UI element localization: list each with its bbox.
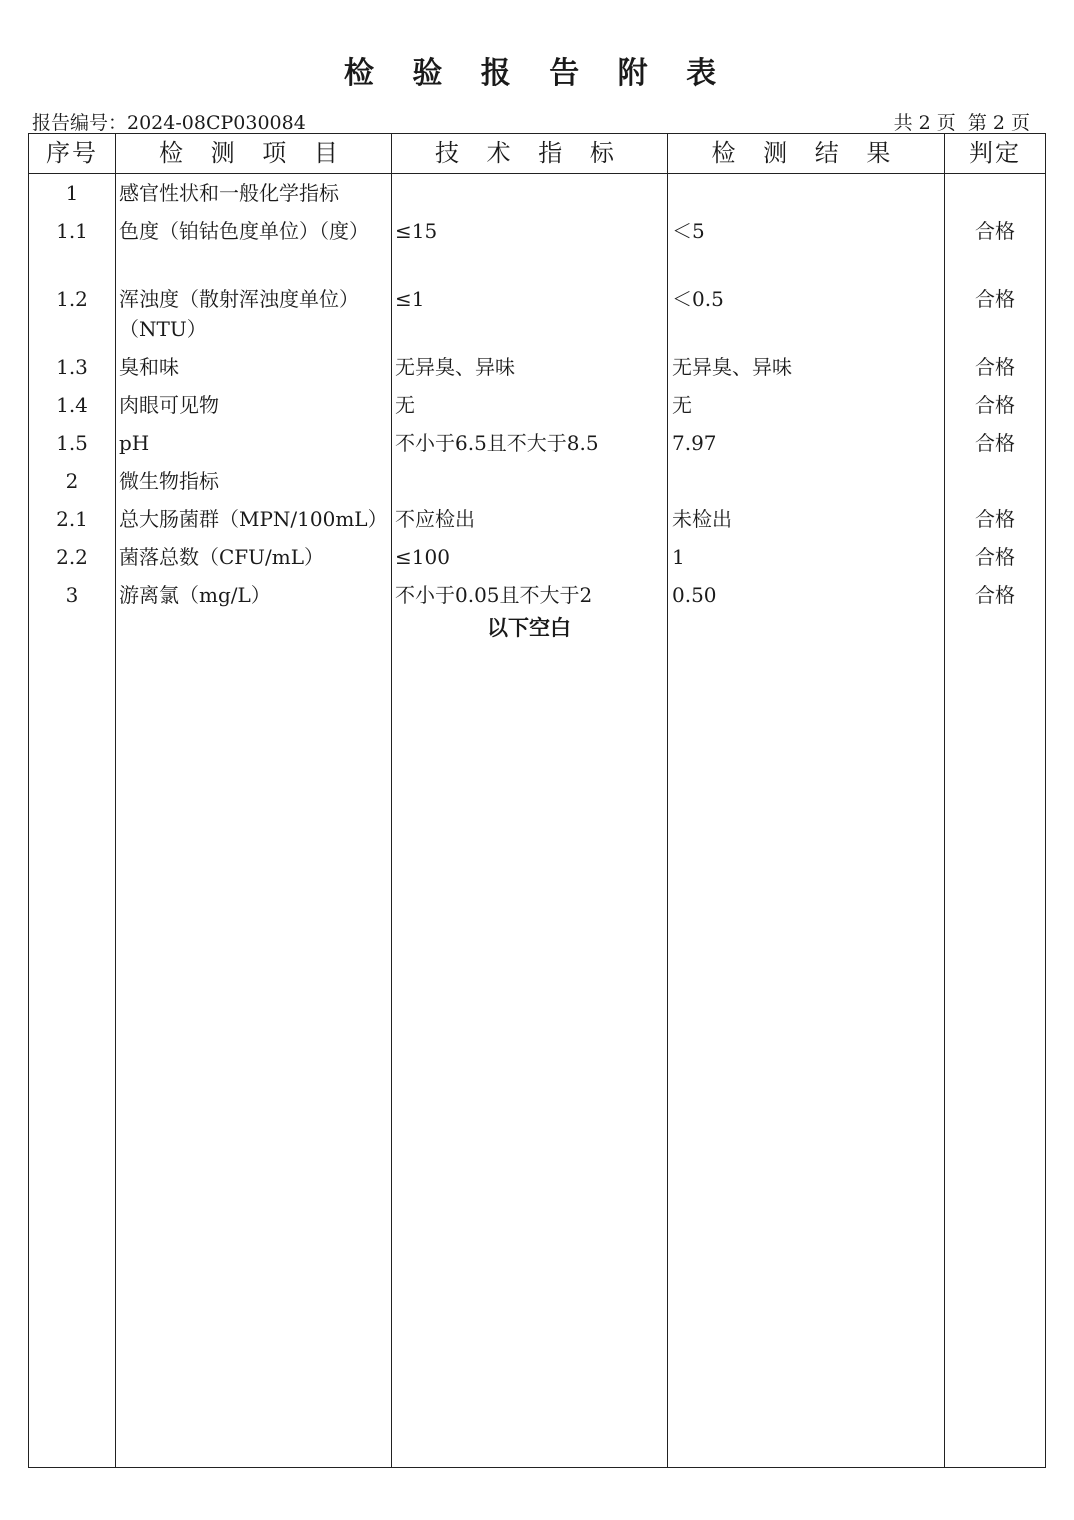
row-judgement: 合格 <box>975 545 1015 569</box>
row-result: 7.97 <box>672 431 717 455</box>
row-item: 微生物指标 <box>119 469 219 493</box>
row-item: 总大肠菌群（MPN/100mL） <box>119 507 388 531</box>
row-no: 2 <box>65 469 79 493</box>
row-standard: ≤100 <box>395 545 450 569</box>
header-item: 检 测 项 目 <box>159 139 348 167</box>
row-standard: 不小于0.05且不大于2 <box>395 583 593 607</box>
row-standard: ≤15 <box>395 219 438 243</box>
col-divider <box>391 134 392 1467</box>
page-current: 第 2 页 <box>967 112 1030 134</box>
row-standard: 无 <box>395 393 415 417</box>
row-judgement: 合格 <box>975 219 1015 243</box>
row-no: 1.4 <box>56 393 88 417</box>
row-result: 未检出 <box>672 507 732 531</box>
blank-note: 以下空白 <box>487 616 571 640</box>
row-judgement: 合格 <box>975 355 1015 379</box>
page-total: 共 2 页 <box>893 112 956 134</box>
row-no: 1.1 <box>56 219 88 243</box>
row-no: 2.2 <box>56 545 88 569</box>
row-item: 游离氯（mg/L） <box>119 583 271 607</box>
row-item: 感官性状和一般化学指标 <box>119 181 339 205</box>
row-judgement: 合格 <box>975 583 1015 607</box>
page-info <box>894 108 1030 135</box>
header-no: 序号 <box>46 139 98 167</box>
col-divider <box>667 134 668 1467</box>
row-item: pH <box>119 431 150 455</box>
report-number: 报告编号：2024-08CP030084 <box>32 112 306 134</box>
row-item: 色度（铂钴色度单位）（度） <box>119 219 369 243</box>
row-no: 1.2 <box>56 287 88 311</box>
row-judgement: 合格 <box>975 431 1015 455</box>
header-divider <box>29 173 1045 174</box>
row-result: 无 <box>672 393 692 417</box>
results-table <box>28 133 1046 1468</box>
row-judgement: 合格 <box>975 287 1015 311</box>
row-judgement: 合格 <box>975 507 1015 531</box>
header-result: 检 测 结 果 <box>711 139 901 167</box>
row-result: ＜0.5 <box>672 287 724 311</box>
row-no: 2.1 <box>56 507 88 531</box>
row-no: 1 <box>65 181 79 205</box>
row-result: 无异臭、异味 <box>672 355 792 379</box>
row-standard: ≤1 <box>395 287 425 311</box>
row-no: 3 <box>65 583 79 607</box>
row-no: 1.3 <box>56 355 88 379</box>
row-result: 1 <box>672 545 685 569</box>
header-judgement: 判定 <box>969 139 1021 167</box>
row-standard: 无异臭、异味 <box>395 355 515 379</box>
row-item: 菌落总数（CFU/mL） <box>119 545 325 569</box>
col-divider <box>944 134 945 1467</box>
row-item: 臭和味 <box>119 355 179 379</box>
row-standard: 不小于6.5且不大于8.5 <box>395 431 599 455</box>
row-judgement: 合格 <box>975 393 1015 417</box>
report-title: 检 验 报 告 附 表 <box>343 56 731 91</box>
col-divider <box>115 134 116 1467</box>
row-item: 肉眼可见物 <box>119 393 219 417</box>
header-standard: 技 术 指 标 <box>435 139 624 167</box>
row-no: 1.5 <box>56 431 88 455</box>
row-item: 浑浊度（散射浑浊度单位）（NTU） <box>119 287 359 341</box>
row-result: 0.50 <box>672 583 717 607</box>
row-result: ＜5 <box>672 219 705 243</box>
row-standard: 不应检出 <box>395 507 475 531</box>
